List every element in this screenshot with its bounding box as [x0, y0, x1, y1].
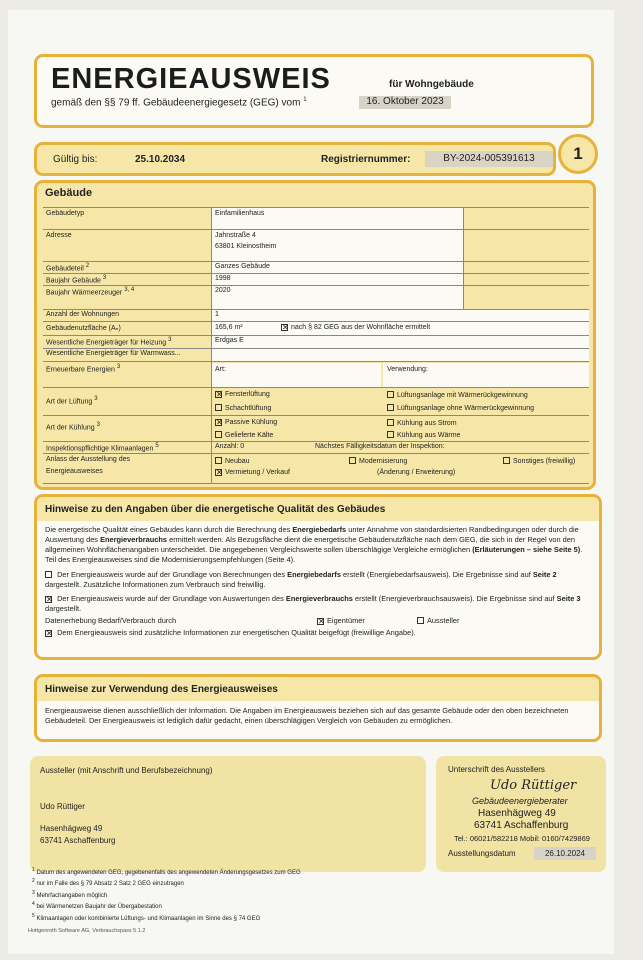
text-part: dargestellt. [45, 604, 82, 613]
bedarf-checkbox[interactable] [45, 571, 52, 578]
row-nutzflaeche [43, 321, 589, 335]
modernisierung-checkbox[interactable] [349, 457, 356, 464]
issuer-city: 63741 Aschaffenburg [40, 836, 116, 845]
eigentuemer-option [317, 616, 365, 625]
law-date: 16. Oktober 2023 [359, 96, 451, 109]
row-label-text: Erneuerbare Energien [46, 366, 115, 374]
row-label [46, 422, 100, 431]
option-neubau [215, 457, 250, 465]
row-value: 1998 [215, 275, 231, 282]
footnote-text: Datum des angewendeten GEG, gegebenenfalls des angewendeten Änderungsgesetzes zum GEG [36, 870, 301, 876]
schachtlueftung-checkbox[interactable] [215, 404, 222, 411]
footnote-5: $^5$ Klimaanlagen oder kombinierte Lüftungs- und Klimaanlagen im Sinne des § 74 GEG [32, 912, 261, 922]
row-label-text: Art der Lüftung [46, 398, 93, 406]
footnote-ref: 3 [168, 337, 172, 343]
row-label [46, 275, 106, 284]
row-lueftung [43, 387, 589, 415]
usage-notes-text: Energieausweise dienen ausschließlich der Information. Die Angaben im Energieausweis beziehen sich auf das gesamte Gebäude oder den oben bezeichneten Gebäudeteil. Der Energieausweis ist lediglich dafür gedacht, einen überschlägigen Vergleich von Gebäuden zu ermöglichen. [45, 706, 569, 725]
row-value: Erdgas E [215, 337, 244, 344]
option-fensterlueftung [215, 391, 270, 398]
footnotes [32, 866, 301, 923]
valid-until-value: 25.10.2034 [135, 154, 186, 165]
footnote-2: $^2$ nur im Falle des § 79 Absatz 2 Satz 2 GEG einzutragen [32, 878, 184, 888]
row-label [46, 443, 159, 452]
option-passive-kuehlung [215, 419, 277, 426]
page-title: ENERGIEAUSWEIS [51, 63, 331, 95]
option-modernisierung [349, 457, 407, 465]
neubau-checkbox[interactable] [215, 457, 222, 464]
row-baujahr-waermeerzeuger [43, 285, 589, 309]
footnote-ref: 5 [155, 443, 159, 449]
aussteller-checkbox[interactable] [417, 617, 424, 624]
row-baujahr-gebaeude [43, 273, 589, 285]
option-label: Fensterlüftung [225, 391, 270, 398]
law-text: gemäß den §§ 79 ff. Gebäudeenergiegesetz (GEG) vom [51, 97, 301, 109]
kuehlung-strom-checkbox[interactable] [387, 419, 394, 426]
row-label [46, 337, 171, 346]
text-part: erstellt (Energieverbrauchsausweis). Die Ergebnisse sind auf [354, 594, 555, 603]
table-bottom-line [43, 483, 589, 484]
certificate-page [8, 10, 614, 954]
row-value: 2020 [215, 287, 231, 294]
row-label-text: Art der Kühlung [46, 424, 95, 432]
issue-date-value: 26.10.2024 [534, 847, 596, 860]
row-label-text: Baujahr Wärmeerzeuger [46, 289, 123, 297]
row-erneuerbare [43, 361, 589, 387]
quality-notes-text [45, 525, 591, 565]
signature-box [436, 756, 606, 872]
bedarf-option [45, 570, 591, 590]
footnote-ref: 3 [94, 396, 98, 402]
signature-label: Unterschrift des Ausstellers [448, 765, 545, 774]
footnote-ref: 3 [96, 422, 100, 428]
nutzflaeche-checkbox[interactable]: ✕ [282, 323, 289, 332]
verwendung-label: Verwendung: [387, 366, 428, 373]
footnote-text: Mehrfachangaben möglich [36, 892, 108, 899]
stamp-phone: Tel.: 06021/582218 Mobil: 0160/7429869 [454, 834, 590, 843]
row-anzahl-wohnungen [43, 309, 589, 321]
option-label: Schachtlüftung [225, 405, 272, 412]
option-label: Kühlung aus Wärme [397, 432, 461, 439]
footnote-ref: 3, 4 [124, 287, 135, 293]
text-part: erstellt (Energiebedarfsausweis). Die Ergebnisse sind auf [343, 570, 531, 579]
footnote-ref: 2 [85, 263, 90, 269]
option-label: Passive Kühlung [225, 419, 278, 426]
text-part: Der Energieausweis wurde auf der Grundlage von Berechnungen des [57, 570, 286, 579]
law-reference [51, 97, 307, 108]
vermietung-checkbox[interactable]: ✕ [216, 468, 223, 477]
validity-bar [34, 142, 556, 176]
text-part: Der Energieausweis wurde auf der Grundlage von Auswertungen des [57, 594, 284, 603]
art-cell [211, 363, 381, 387]
option-sonstiges [503, 457, 575, 465]
building-section-title: Gebäude [45, 187, 93, 199]
stamp-title: Gebäudeenergieberater [472, 796, 568, 806]
row-label [46, 263, 89, 272]
inspektion-faelligkeit: Nächstes Fälligkeitsdatum der Inspektion: [315, 443, 445, 450]
option-kuehlung-strom [387, 419, 457, 427]
footnote-4: $^4$ bei Wärmenetzen Baujahr der Übergabestation [32, 901, 162, 911]
row-value: Einfamilienhaus [215, 210, 265, 217]
row-label: Gebäudenutzfläche (Aₙ) [46, 325, 121, 332]
quality-notes-section [34, 494, 602, 660]
row-label: Gebäudetyp [46, 210, 85, 217]
inspektion-anzahl: Anzahl: 0 [215, 443, 245, 450]
text-part: Dem Energieausweis sind zusätzliche Informationen zur energetischen Qualität beigefügt (freiwillige Angabe). [57, 628, 416, 637]
datenerhebung-label: Datenerhebung Bedarf/Verbrauch durch [45, 616, 177, 625]
option-label: Eigentümer [327, 616, 365, 625]
art-label: Art: [215, 366, 226, 373]
option-label: Neubau [225, 458, 250, 465]
row-value: Ganzes Gebäude [215, 263, 270, 270]
text-bold: Energieverbrauchs [100, 535, 168, 544]
row-label: Adresse [46, 232, 72, 239]
row-gebaeudeteil [43, 261, 589, 273]
option-lueftungsanlage-mit [387, 391, 528, 399]
nutzflaeche-option [281, 324, 430, 331]
text-part: dargestellt. Zusätzliche Informationen zum Verbrauch sind freiwillig. [45, 580, 266, 589]
row-kuehlung [43, 415, 589, 441]
footnote-ref: 1 [303, 97, 307, 103]
verbrauch-option [45, 594, 591, 614]
text-part: Die energetische Qualität eines Gebäudes kann durch die Berechnung des [45, 525, 291, 534]
row-energietraeger-warmwasser [43, 348, 589, 361]
row-gebaeudetyp [43, 207, 589, 229]
issuer-label: Aussteller (mit Anschrift und Berufsbezeichnung) [40, 766, 213, 775]
row-label-text: Gebäudeteil [46, 265, 84, 273]
footnote-text: Klimaanlagen oder kombinierte Lüftungs- und Klimaanlagen im Sinne des § 74 GEG [36, 915, 261, 922]
row-label-text: Inspektionspflichtige Klimaanlagen [46, 445, 154, 453]
option-label: Kühlung aus Strom [397, 420, 457, 427]
row-value-city: 63801 Kleinostheim [215, 243, 277, 250]
usage-notes-title: Hinweise zur Verwendung des Energieausweises [37, 677, 599, 701]
row-label: Anzahl der Wohnungen [46, 311, 120, 318]
verbrauch-checkbox[interactable]: ✕ [46, 595, 53, 604]
text-bold: (Erläuterungen – siehe Seite 5) [472, 545, 581, 554]
issuer-box [30, 756, 426, 872]
option-kuehlung-waerme [387, 431, 460, 439]
kuehlung-waerme-checkbox[interactable] [387, 431, 394, 438]
issue-date-label: Ausstellungsdatum [448, 849, 516, 858]
stamp-city: 63741 Aschaffenburg [474, 820, 569, 831]
issuer-name: Udo Rüttiger [40, 802, 85, 811]
text-bold: Seite 3 [556, 594, 581, 603]
page-subtitle: für Wohngebäude [389, 79, 474, 90]
nutzflaeche-option-label: nach § 82 GEG aus der Wohnfläche ermittelt [291, 324, 431, 331]
aussteller-option [417, 616, 459, 625]
row-label-text: Wesentliche Energieträger für Heizung [46, 339, 167, 347]
stamp-name: Udo Rüttiger [490, 778, 577, 793]
issuer-street: Hasenhägweg 49 [40, 824, 103, 833]
fensterlueftung-checkbox[interactable]: ✕ [216, 390, 223, 399]
option-vermietung [215, 469, 290, 476]
footnote-3: $^3$ Mehrfachangaben möglich [32, 889, 108, 899]
zusatz-checkbox[interactable]: ✕ [46, 629, 53, 638]
row-label: Wesentliche Energieträger für Warmwass... [46, 350, 181, 357]
option-modernisierung-sub: (Änderung / Erweiterung) [377, 469, 456, 476]
row-label-text: Baujahr Gebäude [46, 277, 101, 285]
row-label [46, 287, 134, 296]
row-label [46, 364, 120, 373]
text-part: . Teil des Energieausweises sind die Modernisierungsempfehlungen (Seite 4). [45, 545, 583, 564]
registration-label: Registriernummer: [321, 154, 411, 165]
option-label: Lüftungsanlage ohne Wärmerückgewinnung [397, 405, 534, 412]
option-label: Sonstiges (freiwillig) [513, 458, 576, 465]
table-divider [463, 207, 464, 309]
row-energietraeger-heizung [43, 335, 589, 348]
valid-until-label: Gültig bis: [53, 154, 98, 165]
zusatz-option [45, 628, 591, 638]
eigentuemer-checkbox[interactable]: ✕ [318, 617, 325, 626]
row-label [46, 396, 98, 405]
sonstiges-checkbox[interactable] [503, 457, 510, 464]
option-label: Lüftungsanlage mit Wärmerückgewinnung [397, 392, 528, 399]
footnote-ref: 3 [102, 275, 107, 281]
row-value: 165,6 m² [215, 324, 243, 331]
row-label-1: Anlass der Ausstellung des [46, 456, 131, 463]
footnote-text: bei Wärmenetzen Baujahr der Übergabestation [36, 904, 162, 911]
gelieferte-kaelte-checkbox[interactable] [215, 431, 222, 438]
row-inspektion [43, 441, 589, 453]
row-adresse [43, 229, 589, 261]
option-gelieferte-kaelte [215, 431, 273, 439]
usage-notes-section [34, 674, 602, 742]
passive-kuehlung-checkbox[interactable]: ✕ [216, 418, 223, 427]
datenerhebung-row [45, 616, 591, 628]
page-number-badge: 1 [558, 134, 598, 174]
option-label: Modernisierung [359, 458, 408, 465]
header-box [34, 54, 594, 128]
option-label: Vermietung / Verkauf [225, 469, 290, 476]
text-part: ermittelt werden. Als Bezugsfläche dient die energetische Gebäudenutzfläche nach dem GEG, die sich in der Regel von den allgemeinen Wohnflächenangaben unterscheidet. Die angegebenen Vergleichswerte sollen überschlägige Vergleiche ermöglichen [45, 535, 575, 554]
table-divider [211, 207, 212, 483]
footnote-ref: 3 [116, 364, 121, 370]
option-label: Gelieferte Kälte [225, 432, 274, 439]
option-lueftungsanlage-ohne [387, 404, 534, 412]
building-section [34, 180, 596, 490]
row-label-2: Energieausweises [46, 468, 103, 475]
footnote-text: nur im Falle des § 79 Absatz 2 Satz 2 GEG einzutragen [36, 881, 184, 888]
row-anlass [43, 453, 589, 483]
text-part: unter Annahme von standardisierten Randbedingungen oder durch die Auswertung des [45, 525, 579, 544]
lueftungsanlage-ohne-checkbox[interactable] [387, 404, 394, 411]
text-bold: Energieverbrauchs [285, 594, 353, 603]
option-label: Aussteller [427, 616, 460, 625]
row-value: 1 [215, 311, 219, 318]
option-schachtlueftung [215, 404, 271, 412]
lueftungsanlage-mit-checkbox[interactable] [387, 391, 394, 398]
registration-number: BY-2024-005391613 [425, 151, 553, 167]
text-bold: Energiebedarfs [292, 525, 347, 534]
footnote-1: $^1$ Datum des angewendeten GEG, gegebenenfalls des angewendeten Änderungsgesetzes zum GEG [32, 867, 301, 876]
stamp-street: Hasenhägweg 49 [478, 808, 556, 819]
text-bold: Seite 2 [532, 570, 557, 579]
quality-notes-title: Hinweise zu den Angaben über die energetische Qualität des Gebäudes [37, 497, 599, 521]
software-note: Hottgenroth Software AG, Verbrauchspass 5.1.2 [28, 928, 146, 934]
text-bold: Energiebedarfs [287, 570, 341, 579]
row-value: Jahnstraße 4 [215, 232, 256, 239]
